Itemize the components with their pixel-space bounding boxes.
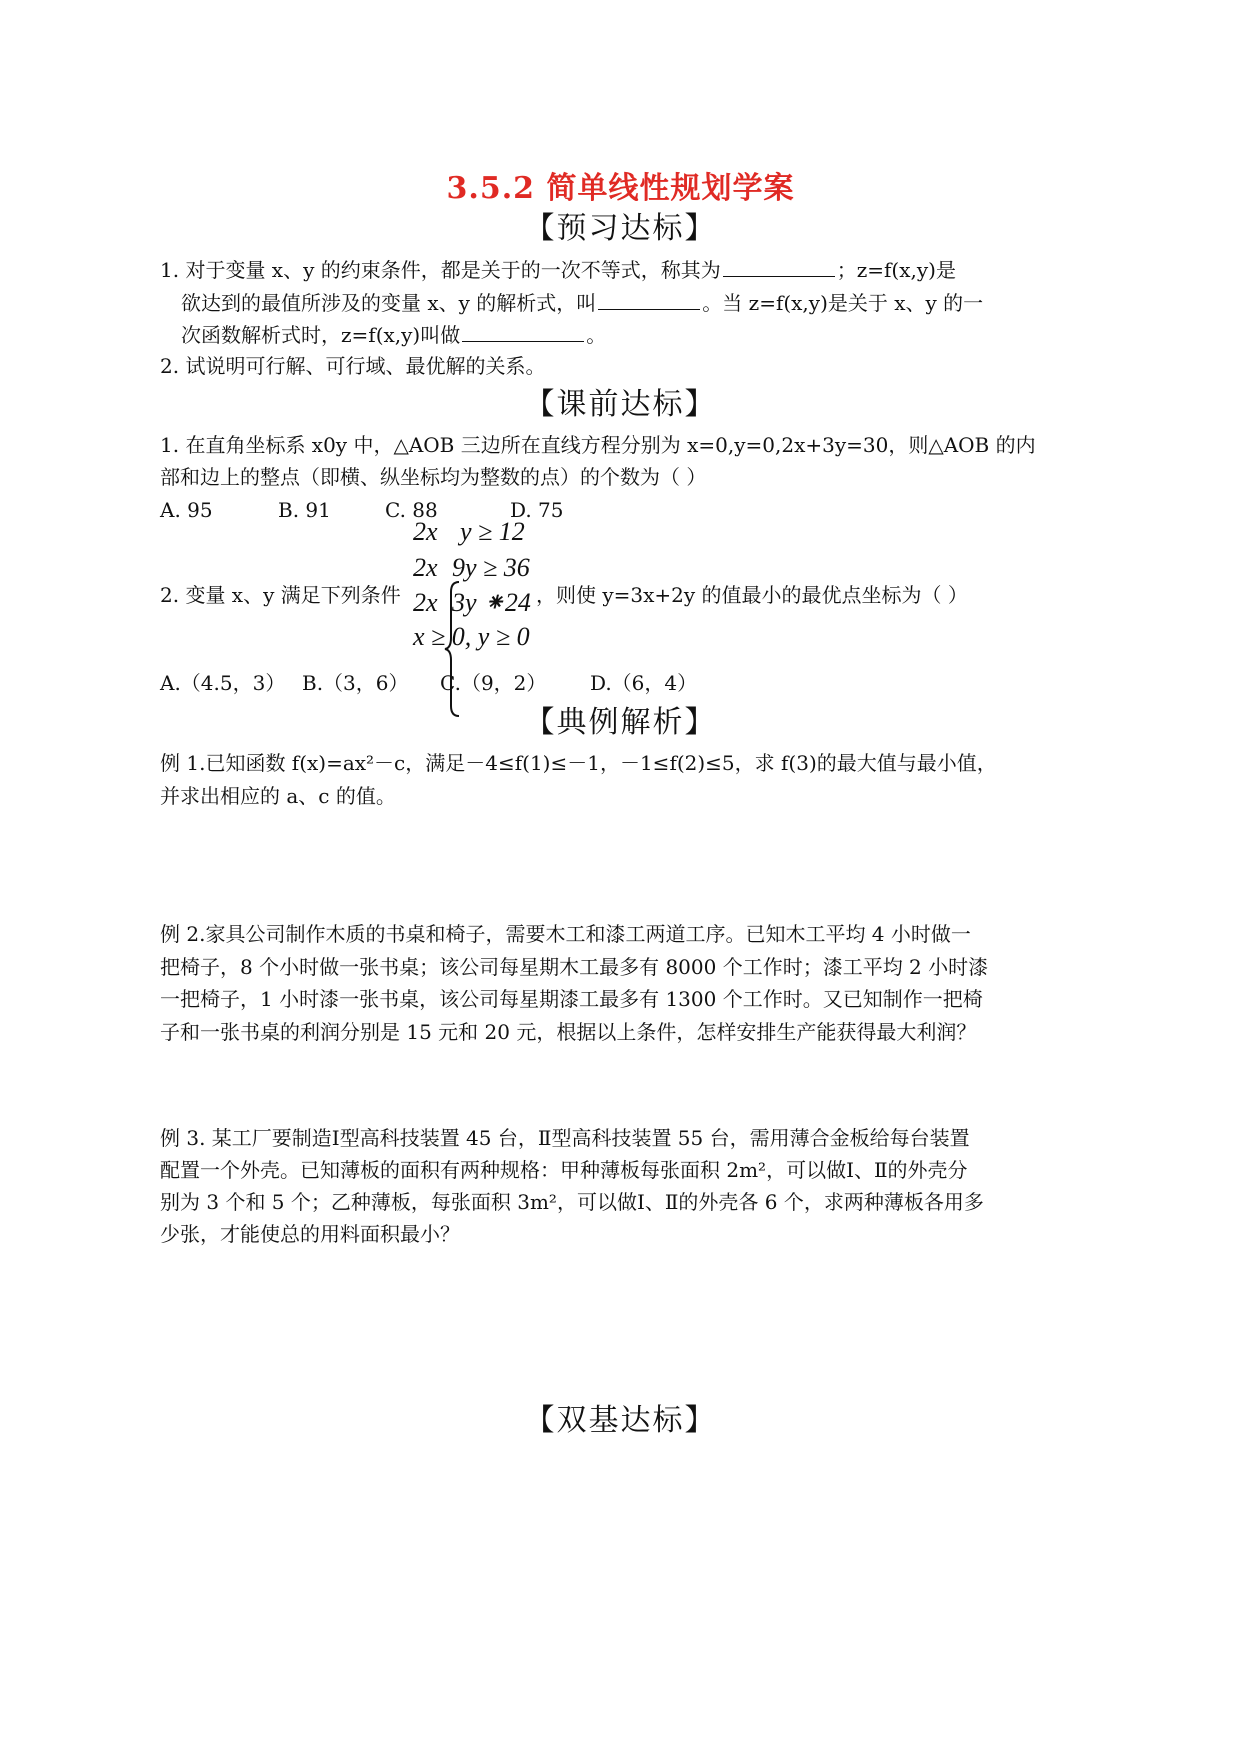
preclass-q2-lead: 2. 变量 x、y 满足下列条件 <box>160 583 401 607</box>
inequality-lhs: 2x <box>413 553 438 582</box>
inequality-lhs: x ≥ 0, y ≥ 0 <box>413 622 530 651</box>
page-title: 3.5.2 简单线性规划学案 <box>446 171 795 206</box>
section-heading-double: 【双基达标】 <box>524 1403 717 1438</box>
example-2-line4: 子和一张书桌的利润分别是 15 元和 20 元，根据以上条件，怎样安排生产能获得最大利润？ <box>160 1020 977 1044</box>
section-heading-examples: 【典例解析】 <box>524 705 717 740</box>
answer-blank[interactable] <box>598 289 700 310</box>
text-segment: 。当 z=f(x,y)是关于 x、y 的一 <box>702 291 984 315</box>
example-2-line3: 一把椅子，1 小时漆一张书桌，该公司每星期漆工最多有 1300 个工作时。又已知制作一把椅 <box>160 987 983 1011</box>
inequality-row-1-rhs <box>460 517 525 547</box>
preclass-q1-line2: 部和边上的整点（即横、纵坐标均为整数的点）的个数为（ ） <box>160 465 707 489</box>
preview-q1-line3 <box>181 321 606 347</box>
preview-q1-line1 <box>160 256 956 282</box>
preclass-q2-option-d: D.（6，4） <box>590 671 698 695</box>
example-3-line4: 少张，才能使总的用料面积最小？ <box>160 1222 460 1246</box>
inequality-row-4 <box>413 622 530 652</box>
example-1-line1: 例 1.已知函数 f(x)=ax²－c，满足－4≤f(1)≤－1，－1≤f(2)≤5，求 f(3)的最大值与最小值， <box>160 751 997 775</box>
inequality-row-2-rhs <box>452 553 530 583</box>
inequality-row-1 <box>413 517 438 547</box>
example-3-line3: 别为 3 个和 5 个；乙种薄板，每张面积 3m²，可以做Ⅰ、Ⅱ的外壳各 6 个，求两种薄板各用多 <box>160 1190 984 1214</box>
preview-q1-line2 <box>181 289 983 315</box>
inequality-rhs: 9y ≥ 36 <box>452 553 530 582</box>
example-3-line1: 例 3. 某工厂要制造Ⅰ型高科技装置 45 台，Ⅱ型高科技装置 55 台，需用薄合金板给每台装置 <box>160 1126 970 1150</box>
preclass-q1-option-b: B. 91 <box>278 498 331 522</box>
text-segment: ；z=f(x,y)是 <box>836 258 956 282</box>
preclass-q1-option-d: D. 75 <box>510 498 564 522</box>
example-2-line2: 把椅子，8 个小时做一张书桌；该公司每星期木工最多有 8000 个工作时；漆工平均 2 小时漆 <box>160 955 989 979</box>
preview-q2: 2. 试说明可行解、可行域、最优解的关系。 <box>160 354 546 378</box>
preclass-q2-option-a: A.（4.5，3） <box>160 671 286 695</box>
section-heading-preclass: 【课前达标】 <box>524 387 717 422</box>
inequality-lhs: 2x <box>413 588 438 617</box>
text-segment: 欲达到的最值所涉及的变量 x、y 的解析式，叫 <box>181 291 597 315</box>
section-heading-preview: 【预习达标】 <box>524 211 717 246</box>
inequality-row-2 <box>413 553 438 583</box>
preclass-q1-option-a: A. 95 <box>160 498 213 522</box>
example-3-line2: 配置一个外壳。已知薄板的面积有两种规格：甲种薄板每张面积 2m²，可以做Ⅰ、Ⅱ的外壳分 <box>160 1158 968 1182</box>
text-segment: 1. 对于变量 x、y 的约束条件，都是关于的一次不等式，称其为 <box>160 258 721 282</box>
preclass-q2-option-c: C.（9，2） <box>440 671 547 695</box>
inequality-lhs: 2x <box>413 517 438 546</box>
preclass-q1-line1: 1. 在直角坐标系 x0y 中，△AOB 三边所在直线方程分别为 x=0,y=0,2x+3y=30，则△AOB 的内 <box>160 433 1036 457</box>
answer-blank[interactable] <box>462 321 584 342</box>
preclass-q2-option-b: B.（3，6） <box>302 671 409 695</box>
inequality-row-3-rhs <box>452 588 531 618</box>
inequality-row-3 <box>413 588 438 618</box>
example-1-line2: 并求出相应的 a、c 的值。 <box>160 784 396 808</box>
example-2-line1: 例 2.家具公司制作木质的书桌和椅子，需要木工和漆工两道工序。已知木工平均 4 小时做一 <box>160 922 971 946</box>
text-segment: 次函数解析式时，z=f(x,y)叫做 <box>181 323 461 347</box>
answer-blank[interactable] <box>723 256 835 277</box>
inequality-rhs: 3y ⁕24 <box>452 588 531 617</box>
text-segment: 。 <box>586 323 607 347</box>
preclass-q2-tail: ，则使 y=3x+2y 的值最小的最优点坐标为（ ） <box>536 583 968 607</box>
preclass-q1-option-c: C. 88 <box>385 498 438 522</box>
inequality-rhs: y ≥ 12 <box>460 517 525 546</box>
